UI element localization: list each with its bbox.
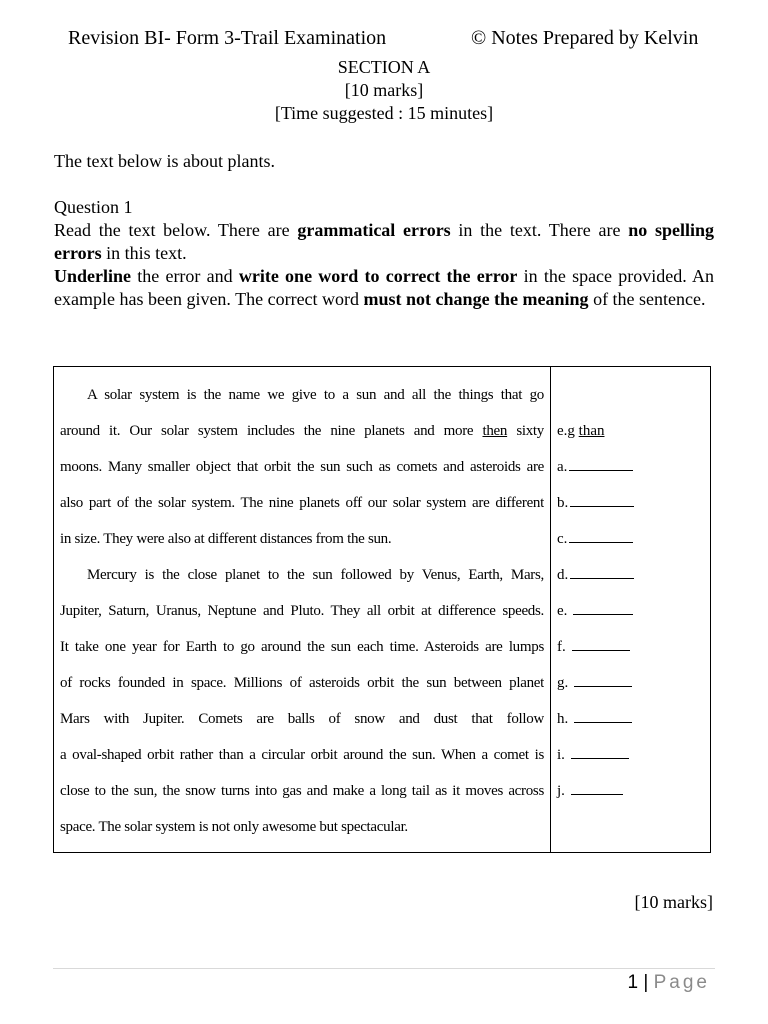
passage-line: close to the sun, the snow turns into gas and make a long tail as it moves across — [60, 783, 544, 799]
section-title: SECTION A — [337, 57, 431, 77]
column-divider — [550, 367, 551, 852]
answer-slot-a[interactable]: a. — [557, 449, 634, 485]
answer-slot-i[interactable]: i. — [557, 737, 634, 773]
passage-line: a oval-shaped orbit rather than a circular orbit around the sun. When a comet is — [60, 747, 544, 763]
passage-text — [60, 377, 544, 845]
answer-slot-h[interactable]: h. — [557, 701, 634, 737]
section-marks: [10 marks] — [344, 80, 424, 100]
passage-table — [53, 366, 711, 853]
passage-line: Jupiter, Saturn, Uranus, Neptune and Pluto. They all orbit at difference speeds. — [60, 603, 544, 619]
page-footer: 1 | Page — [627, 972, 710, 993]
footer-divider — [53, 968, 715, 969]
header-title: Revision BI- Form 3-Trail Examination — [68, 27, 387, 49]
passage-line: space. The solar system is not only awesome but spectacular. — [60, 819, 408, 835]
answer-slot-g[interactable]: g. — [557, 665, 634, 701]
intro-text: The text below is about plants. — [54, 151, 275, 171]
passage-line: of rocks founded in space. Millions of asteroids orbit the sun between planet — [60, 675, 544, 691]
answer-column — [557, 413, 634, 809]
passage-line: Mars with Jupiter. Comets are balls of snow and dust that follow — [60, 711, 544, 727]
answer-slot-j[interactable]: j. — [557, 773, 634, 809]
answer-slot-e[interactable]: e. — [557, 593, 634, 629]
answer-slot-d[interactable]: d. — [557, 557, 634, 593]
total-marks: [10 marks] — [634, 892, 713, 912]
question-title: Question 1 — [54, 197, 133, 217]
passage-line: Mercury is the close planet to the sun followed by Venus, Earth, Mars, — [87, 567, 544, 583]
answer-slot-c[interactable]: c. — [557, 521, 634, 557]
instruction-paragraph-1: Read the text below. There are grammatical errors in the text. There are no spelling errors in this text. — [54, 220, 714, 263]
answer-example: e.g than — [557, 423, 605, 439]
passage-line: around it. Our solar system includes the nine planets and more then sixty — [60, 423, 544, 439]
passage-line: It take one year for Earth to go around the sun each time. Asteroids are lumps — [60, 639, 544, 655]
page-label: Page — [653, 972, 710, 993]
header-credit: © Notes Prepared by Kelvin — [471, 27, 699, 49]
passage-line: moons. Many smaller object that orbit the sun such as comets and asteroids are — [60, 459, 544, 475]
page-number: 1 — [627, 972, 639, 993]
question-block — [54, 196, 714, 311]
passage-line: in size. They were also at different distances from the sun. — [60, 531, 392, 547]
example-answer-word: than — [578, 423, 605, 439]
passage-line: also part of the solar system. The nine planets off our solar system are different — [60, 495, 544, 511]
answer-slot-f[interactable]: f. — [557, 629, 634, 665]
passage-line: A solar system is the name we give to a sun and all the things that go — [87, 387, 544, 403]
section-time: [Time suggested : 15 minutes] — [274, 103, 494, 123]
instruction-paragraph-2: Underline the error and write one word to correct the error in the space provided. An example has been given. The correct word must not change the meaning of the sentence. — [54, 266, 714, 309]
example-error-word: then — [482, 423, 508, 439]
answer-slot-b[interactable]: b. — [557, 485, 634, 521]
